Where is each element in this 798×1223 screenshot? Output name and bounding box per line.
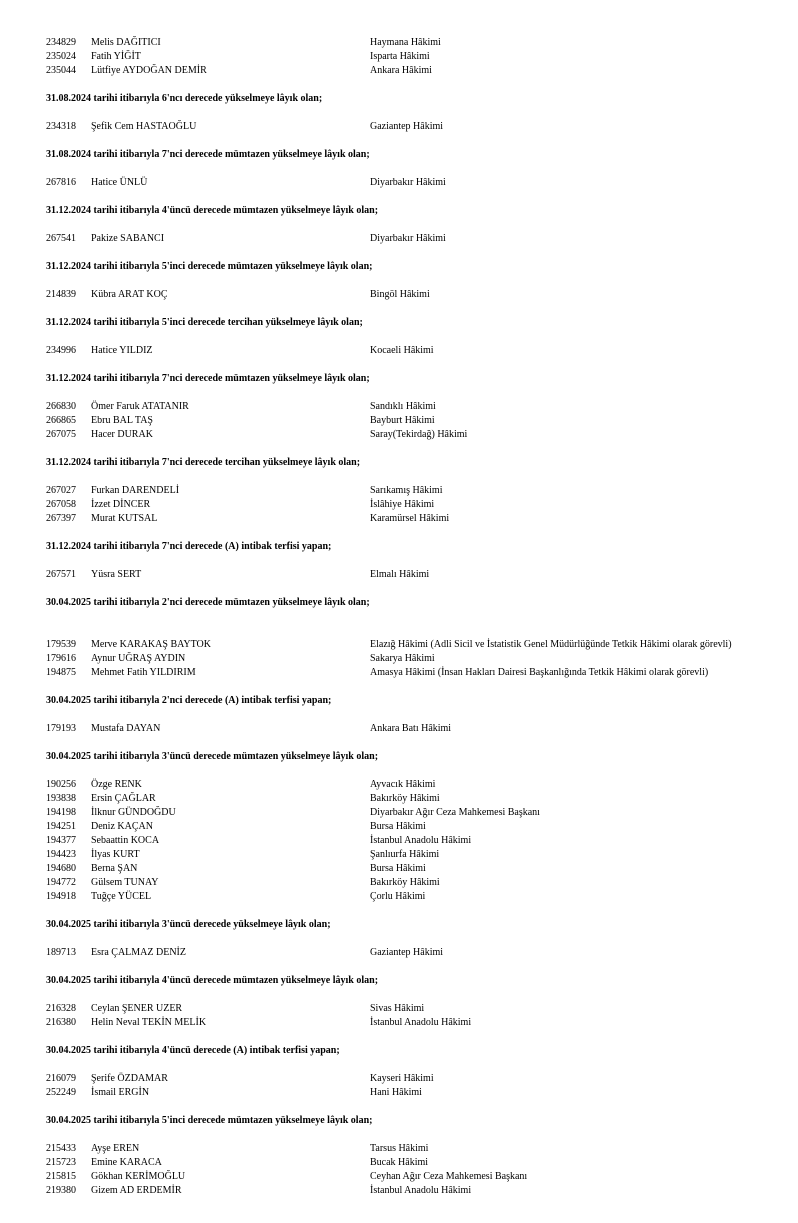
entry-id: 194377 bbox=[46, 835, 76, 846]
entry-id: 194680 bbox=[46, 863, 76, 874]
entry-id: 215815 bbox=[46, 1171, 76, 1182]
list-item bbox=[0, 1016, 798, 1030]
entry-id: 267541 bbox=[46, 233, 76, 244]
list-item bbox=[0, 722, 798, 736]
section-heading-text: 31.12.2024 tarihi itibarıyla 5'inci derecede tercihan yükselmeye lâyık olan; bbox=[46, 317, 363, 328]
entry-name: Şefik Cem HASTAOĞLU bbox=[91, 121, 197, 132]
list-item bbox=[0, 1184, 798, 1198]
entry-name: İlyas KURT bbox=[91, 849, 140, 860]
entry-name: Sebaattin KOCA bbox=[91, 835, 160, 846]
entry-name: Şerife ÖZDAMAR bbox=[91, 1073, 168, 1084]
entry-place: Elazığ Hâkimi (Adli Sicil ve İstatistik Genel Müdürlüğünde Tetkik Hâkimi olarak görevli) bbox=[370, 639, 732, 650]
entry-name: Gülsem TUNAY bbox=[91, 877, 159, 888]
entry-id: 267027 bbox=[46, 485, 76, 496]
entry-place: Ankara Batı Hâkimi bbox=[370, 723, 452, 734]
entry-place: Ceyhan Ağır Ceza Mahkemesi Başkanı bbox=[370, 1171, 528, 1182]
section-heading-text: 30.04.2025 tarihi itibarıyla 5'inci derecede mümtazen yükselmeye lâyık olan; bbox=[46, 1115, 373, 1126]
list-item bbox=[0, 848, 798, 862]
section-heading bbox=[0, 92, 798, 106]
entry-id: 267058 bbox=[46, 499, 76, 510]
entry-id: 219380 bbox=[46, 1185, 76, 1196]
entry-name: Emine KARACA bbox=[91, 1157, 162, 1168]
entry-place: Çorlu Hâkimi bbox=[370, 891, 426, 902]
entry-id: 216079 bbox=[46, 1073, 76, 1084]
section-heading bbox=[0, 694, 798, 708]
section-heading-text: 30.04.2025 tarihi itibarıyla 4'üncü derecede mümtazen yükselmeye lâyık olan; bbox=[46, 975, 379, 986]
entry-place: Gaziantep Hâkimi bbox=[370, 947, 444, 958]
entry-name: Ersin ÇAĞLAR bbox=[91, 793, 156, 804]
entry-place: Şanlıurfa Hâkimi bbox=[370, 849, 440, 860]
entry-place: Bursa Hâkimi bbox=[370, 821, 426, 832]
entry-name: Ebru BAL TAŞ bbox=[91, 415, 153, 426]
section-heading-text: 31.12.2024 tarihi itibarıyla 7'nci derecede mümtazen yükselmeye lâyık olan; bbox=[46, 373, 370, 384]
section-heading-text: 30.04.2025 tarihi itibarıyla 2'nci derecede (A) intibak terfisi yapan; bbox=[46, 695, 332, 706]
entry-place: Ankara Hâkimi bbox=[370, 65, 432, 76]
list-item bbox=[0, 834, 798, 848]
entry-place: Haymana Hâkimi bbox=[370, 37, 441, 48]
section-heading bbox=[0, 540, 798, 554]
entry-id: 189713 bbox=[46, 947, 76, 958]
entry-place: Tarsus Hâkimi bbox=[370, 1143, 429, 1154]
section-heading-text: 30.04.2025 tarihi itibarıyla 3'üncü derecede yükselmeye lâyık olan; bbox=[46, 919, 331, 930]
list-item bbox=[0, 778, 798, 792]
entry-place: Kayseri Hâkimi bbox=[370, 1073, 434, 1084]
entry-place: Ayvacık Hâkimi bbox=[370, 779, 436, 790]
list-item bbox=[0, 792, 798, 806]
entry-id: 179539 bbox=[46, 639, 76, 650]
entry-id: 234829 bbox=[46, 37, 76, 48]
section-heading bbox=[0, 974, 798, 988]
list-item bbox=[0, 1170, 798, 1184]
list-item bbox=[0, 484, 798, 498]
entry-id: 194875 bbox=[46, 667, 76, 678]
list-item bbox=[0, 806, 798, 820]
entry-name: Berna ŞAN bbox=[91, 863, 138, 874]
list-item bbox=[0, 288, 798, 302]
entry-place: Isparta Hâkimi bbox=[370, 51, 430, 62]
entry-name: Fatih YİĞİT bbox=[91, 51, 141, 62]
entry-place: Amasya Hâkimi (İnsan Hakları Dairesi Başkanlığında Tetkik Hâkimi olarak görevli) bbox=[370, 667, 709, 678]
entry-id: 194251 bbox=[46, 821, 76, 832]
section-heading bbox=[0, 260, 798, 274]
list-item bbox=[0, 498, 798, 512]
entry-place: Bakırköy Hâkimi bbox=[370, 877, 440, 888]
entry-place: Gaziantep Hâkimi bbox=[370, 121, 444, 132]
section-heading bbox=[0, 456, 798, 470]
section-heading-text: 30.04.2025 tarihi itibarıyla 3'üncü derecede mümtazen yükselmeye lâyık olan; bbox=[46, 751, 379, 762]
section-heading-text: 30.04.2025 tarihi itibarıyla 4'üncü derecede (A) intibak terfisi yapan; bbox=[46, 1045, 340, 1056]
list-item bbox=[0, 400, 798, 414]
entry-id: 179616 bbox=[46, 653, 76, 664]
section-heading-text: 31.12.2024 tarihi itibarıyla 7'nci derecede tercihan yükselmeye lâyık olan; bbox=[46, 457, 361, 468]
entry-place: İstanbul Anadolu Hâkimi bbox=[370, 1017, 472, 1028]
entry-name: Mehmet Fatih YILDIRIM bbox=[91, 667, 196, 678]
list-item bbox=[0, 120, 798, 134]
entry-id: 252249 bbox=[46, 1087, 76, 1098]
list-item bbox=[0, 1002, 798, 1016]
list-item bbox=[0, 862, 798, 876]
section-heading-text: 31.12.2024 tarihi itibarıyla 4'üncü derecede mümtazen yükselmeye lâyık olan; bbox=[46, 205, 379, 216]
entry-id: 193838 bbox=[46, 793, 76, 804]
section-heading bbox=[0, 148, 798, 162]
section-heading-text: 31.08.2024 tarihi itibarıyla 6'ncı derecede yükselmeye lâyık olan; bbox=[46, 93, 323, 104]
entry-id: 179193 bbox=[46, 723, 76, 734]
entry-id: 235044 bbox=[46, 65, 76, 76]
list-item bbox=[0, 666, 798, 680]
entry-id: 216328 bbox=[46, 1003, 76, 1014]
entry-place: Bucak Hâkimi bbox=[370, 1157, 429, 1168]
entry-place: Bakırköy Hâkimi bbox=[370, 793, 440, 804]
list-item bbox=[0, 64, 798, 78]
section-heading bbox=[0, 372, 798, 386]
entry-id: 267571 bbox=[46, 569, 76, 580]
list-item bbox=[0, 876, 798, 890]
entry-name: Tuğçe YÜCEL bbox=[91, 891, 152, 902]
entry-id: 266865 bbox=[46, 415, 76, 426]
entry-id: 267397 bbox=[46, 513, 76, 524]
list-item bbox=[0, 428, 798, 442]
list-item bbox=[0, 1142, 798, 1156]
entry-id: 234318 bbox=[46, 121, 76, 132]
entry-name: Melis DAĞITICI bbox=[91, 37, 161, 48]
entry-id: 194423 bbox=[46, 849, 76, 860]
list-item bbox=[0, 176, 798, 190]
list-item bbox=[0, 568, 798, 582]
entry-id: 267816 bbox=[46, 177, 76, 188]
list-item bbox=[0, 1086, 798, 1100]
entry-name: Deniz KAÇAN bbox=[91, 821, 153, 832]
entry-place: Diyarbakır Hâkimi bbox=[370, 177, 446, 188]
list-item bbox=[0, 1156, 798, 1170]
list-item bbox=[0, 414, 798, 428]
entry-name: Esra ÇALMAZ DENİZ bbox=[91, 947, 186, 958]
entry-place: Sandıklı Hâkimi bbox=[370, 401, 436, 412]
section-heading-text: 31.12.2024 tarihi itibarıyla 7'nci derecede (A) intibak terfisi yapan; bbox=[46, 541, 332, 552]
entry-name: Kübra ARAT KOÇ bbox=[91, 289, 168, 300]
entry-id: 214839 bbox=[46, 289, 76, 300]
entry-id: 234996 bbox=[46, 345, 76, 356]
entry-name: Hacer DURAK bbox=[91, 429, 153, 440]
entry-place: Kocaeli Hâkimi bbox=[370, 345, 434, 356]
section-heading bbox=[0, 918, 798, 932]
list-item bbox=[0, 652, 798, 666]
entry-place: İslâhiye Hâkimi bbox=[370, 499, 435, 510]
entry-id: 266830 bbox=[46, 401, 76, 412]
entry-name: Lütfiye AYDOĞAN DEMİR bbox=[91, 65, 207, 76]
entry-name: Merve KARAKAŞ BAYTOK bbox=[91, 639, 212, 650]
entry-id: 194198 bbox=[46, 807, 76, 818]
section-heading-text: 31.08.2024 tarihi itibarıyla 7'nci derecede mümtazen yükselmeye lâyık olan; bbox=[46, 149, 370, 160]
entry-id: 267075 bbox=[46, 429, 76, 440]
entry-name: Ayşe EREN bbox=[91, 1143, 140, 1154]
list-item bbox=[0, 232, 798, 246]
entry-place: Elmalı Hâkimi bbox=[370, 569, 430, 580]
entry-place: Sarıkamış Hâkimi bbox=[370, 485, 443, 496]
entry-name: İsmail ERGİN bbox=[91, 1087, 150, 1098]
entry-id: 194918 bbox=[46, 891, 76, 902]
section-heading-text: 30.04.2025 tarihi itibarıyla 2'nci derecede mümtazen yükselmeye lâyık olan; bbox=[46, 597, 370, 608]
entry-place: Diyarbakır Hâkimi bbox=[370, 233, 446, 244]
entry-name: Ceylan ŞENER UZER bbox=[91, 1003, 183, 1014]
entry-name: Yüsra SERT bbox=[91, 569, 142, 580]
list-item bbox=[0, 638, 798, 652]
entry-place: Sivas Hâkimi bbox=[370, 1003, 425, 1014]
section-heading-text: 31.12.2024 tarihi itibarıyla 5'inci derecede mümtazen yükselmeye lâyık olan; bbox=[46, 261, 373, 272]
section-heading bbox=[0, 750, 798, 764]
entry-name: Helin Neval TEKİN MELİK bbox=[91, 1017, 207, 1028]
section-heading bbox=[0, 204, 798, 218]
entry-name: Gökhan KERİMOĞLU bbox=[91, 1171, 186, 1182]
entry-id: 190256 bbox=[46, 779, 76, 790]
section-heading bbox=[0, 596, 798, 610]
entry-id: 194772 bbox=[46, 877, 76, 888]
entry-name: Özge RENK bbox=[91, 779, 142, 790]
list-item bbox=[0, 1072, 798, 1086]
entry-place: Hani Hâkimi bbox=[370, 1087, 422, 1098]
section-heading bbox=[0, 1114, 798, 1128]
list-item bbox=[0, 820, 798, 834]
entry-id: 235024 bbox=[46, 51, 76, 62]
entry-name: Murat KUTSAL bbox=[91, 513, 158, 524]
entry-place: Bayburt Hâkimi bbox=[370, 415, 435, 426]
list-item bbox=[0, 890, 798, 904]
entry-name: Gizem AD ERDEMİR bbox=[91, 1185, 182, 1196]
entry-name: Ömer Faruk ATATANIR bbox=[91, 401, 189, 412]
entry-id: 216380 bbox=[46, 1017, 76, 1028]
list-item bbox=[0, 36, 798, 50]
list-item bbox=[0, 344, 798, 358]
section-heading bbox=[0, 1044, 798, 1058]
entry-id: 215723 bbox=[46, 1157, 76, 1168]
entry-name: Hatice YILDIZ bbox=[91, 345, 153, 356]
entry-place: Diyarbakır Ağır Ceza Mahkemesi Başkanı bbox=[370, 807, 540, 818]
entry-place: İstanbul Anadolu Hâkimi bbox=[370, 835, 472, 846]
entry-place: Saray(Tekirdağ) Hâkimi bbox=[370, 429, 468, 440]
list-item bbox=[0, 50, 798, 64]
list-item bbox=[0, 946, 798, 960]
entry-name: Pakize SABANCI bbox=[91, 233, 165, 244]
entry-name: Mustafa DAYAN bbox=[91, 723, 161, 734]
entry-id: 215433 bbox=[46, 1143, 76, 1154]
entry-place: Bursa Hâkimi bbox=[370, 863, 426, 874]
entry-place: İstanbul Anadolu Hâkimi bbox=[370, 1185, 472, 1196]
list-item bbox=[0, 512, 798, 526]
entry-place: Karamürsel Hâkimi bbox=[370, 513, 450, 524]
entry-name: Furkan DARENDELİ bbox=[91, 485, 180, 496]
entry-name: Hatice ÜNLÜ bbox=[91, 177, 148, 188]
entry-place: Sakarya Hâkimi bbox=[370, 653, 435, 664]
entry-name: Aynur UĞRAŞ AYDIN bbox=[91, 653, 186, 664]
entry-name: İzzet DİNCER bbox=[91, 499, 151, 510]
entry-place: Bingöl Hâkimi bbox=[370, 289, 430, 300]
entry-name: İlknur GÜNDOĞDU bbox=[91, 807, 176, 818]
section-heading bbox=[0, 316, 798, 330]
